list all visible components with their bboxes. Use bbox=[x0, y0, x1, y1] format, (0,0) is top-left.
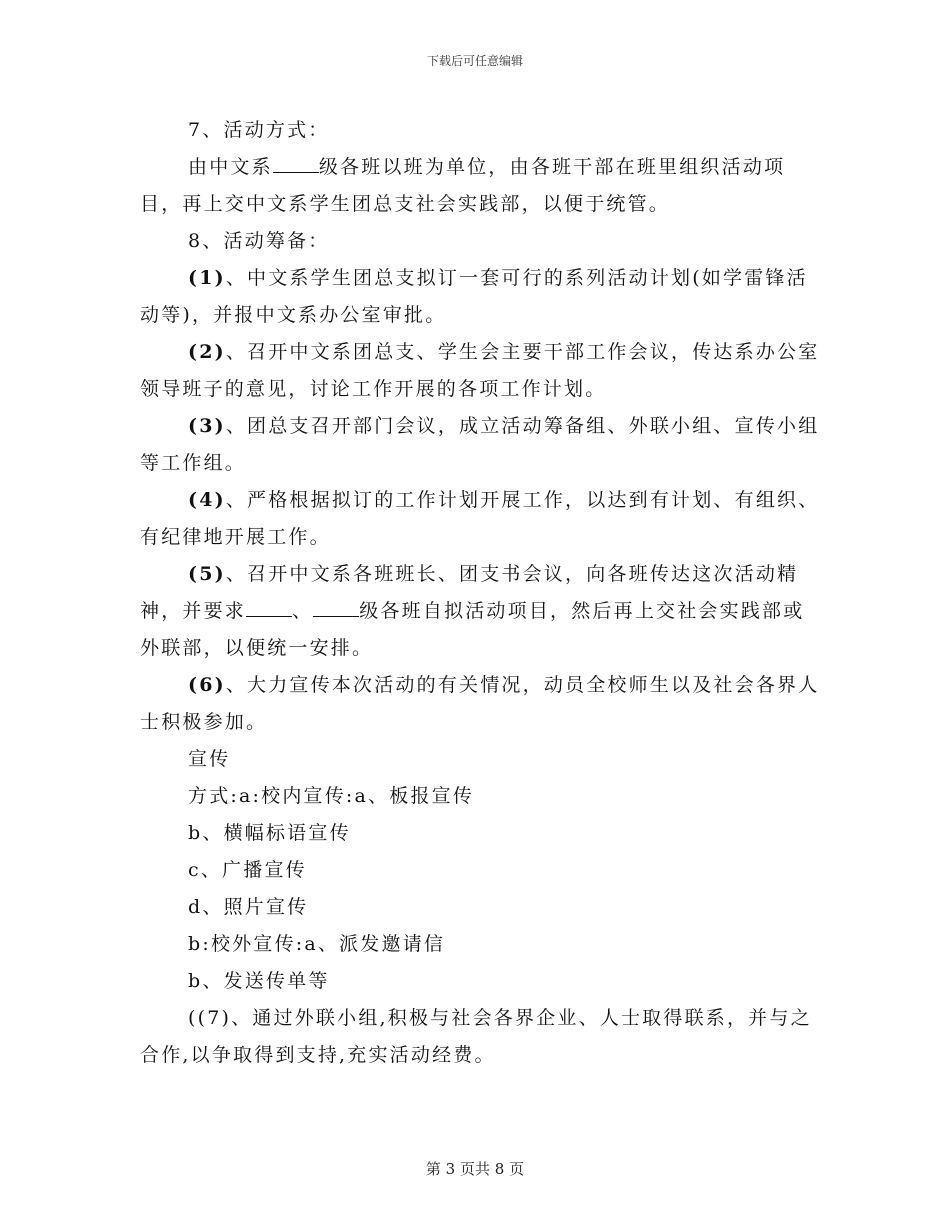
item-number: (4) bbox=[188, 489, 226, 511]
item-2: (2)、召开中文系团总支、学生会主要干部工作会议，传达系办公室领导班子的意见，讨论工作开展的各项工作计划。 bbox=[140, 341, 820, 400]
section-7-text: 由中文系 级各班以班为单位，由各班干部在班里组织活动项目，再上交中文系学生团总支社会实践部，以便于统管。 bbox=[140, 156, 786, 215]
page-footer: 第 3 页共 8 页 bbox=[425, 1160, 525, 1178]
item-number: (1) bbox=[188, 267, 226, 289]
section-8-title: 8、活动筹备： bbox=[188, 230, 330, 252]
promo-line: b、发送传单等 bbox=[188, 970, 330, 992]
promo-line: b、横幅标语宣传 bbox=[188, 822, 351, 844]
promo-heading: 宣传 bbox=[188, 748, 231, 770]
document-body bbox=[140, 112, 820, 1074]
item-number: (3) bbox=[188, 415, 226, 437]
promo-line: b:校外宣传:a、派发邀请信 bbox=[188, 933, 446, 955]
item-4: (4)、严格根据拟订的工作计划开展工作，以达到有计划、有组织、有纪律地开展工作。 bbox=[140, 489, 820, 548]
promo-line: d、照片宣传 bbox=[188, 896, 309, 918]
item-number: (2) bbox=[188, 341, 226, 363]
item-number: (6) bbox=[188, 674, 226, 696]
page-header: 下载后可任意编辑 bbox=[426, 54, 523, 68]
item-7: ((7)、通过外联小组,积极与社会各界企业、人士取得联系，并与之合作,以争取得到支持,充实活动经费。 bbox=[140, 1007, 812, 1066]
item-number: (5) bbox=[188, 563, 226, 585]
item-5: (5)、召开中文系各班班长、团支书会议，向各班传达这次活动精神，并要求 、 级各班自拟活动项目，然后再上交社会实践部或外联部，以便统一安排。 bbox=[140, 563, 805, 659]
item-3: (3)、团总支召开部门会议，成立活动筹备组、外联小组、宣传小组等工作组。 bbox=[140, 415, 820, 474]
promo-line: 方式:a:校内宣传:a、板报宣传 bbox=[188, 785, 475, 807]
promo-line: c、广播宣传 bbox=[188, 859, 307, 881]
fill-blank bbox=[273, 154, 319, 173]
fill-blank bbox=[246, 598, 292, 617]
section-7-title: 7、活动方式： bbox=[188, 119, 330, 141]
fill-blank bbox=[313, 598, 359, 617]
item-1: (1)、中文系学生团总支拟订一套可行的系列活动计划(如学雷锋活动等)，并报中文系办公室审批。 bbox=[140, 267, 808, 326]
item-6: (6)、大力宣传本次活动的有关情况，动员全校师生以及社会各界人士积极参加。 bbox=[140, 674, 820, 733]
